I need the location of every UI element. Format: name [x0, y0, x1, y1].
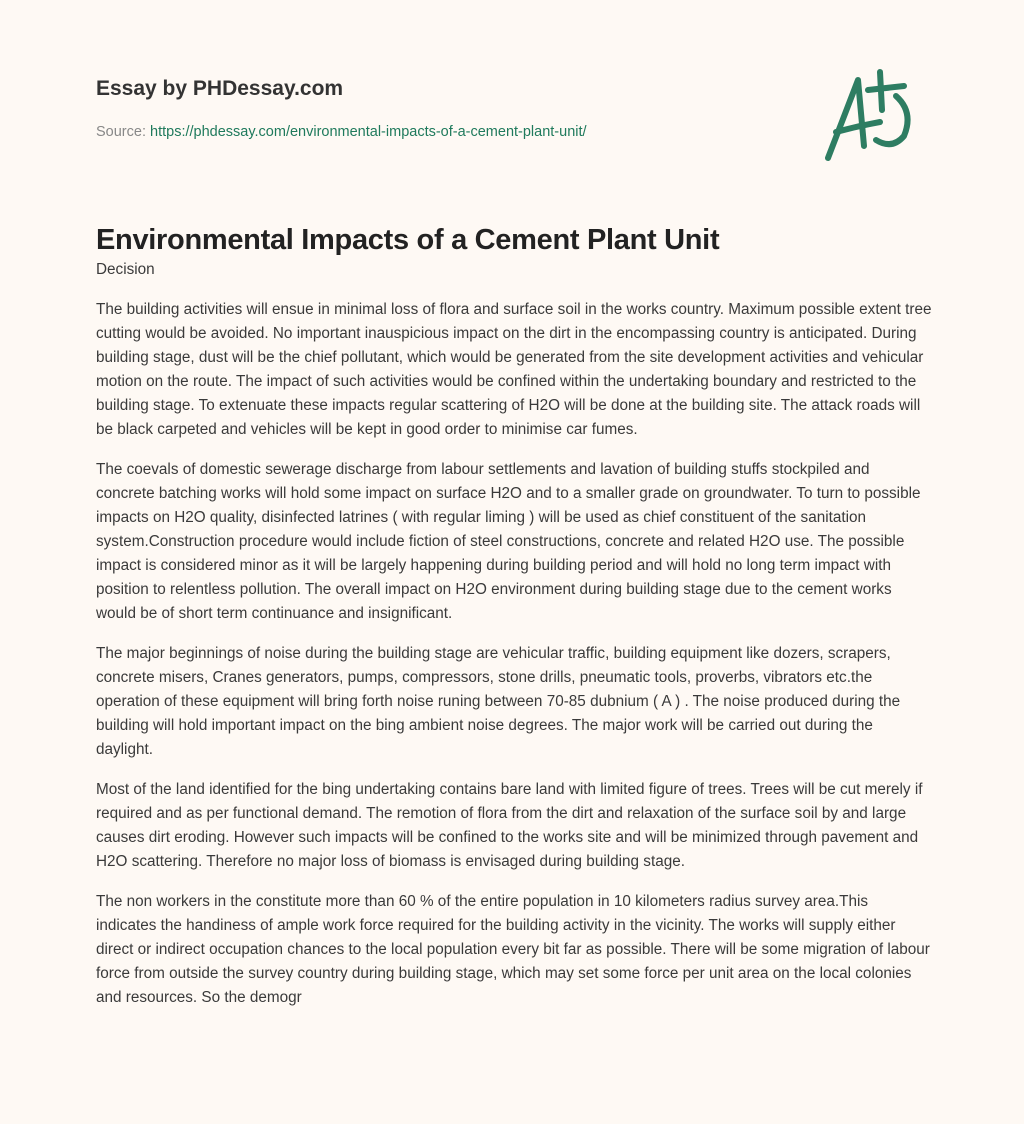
essay-section-heading: Decision — [96, 261, 155, 278]
source-link[interactable]: https://phdessay.com/environmental-impacts-of-a-cement-plant-unit/ — [150, 124, 587, 140]
essay-paragraph: The major beginnings of noise during the building stage are vehicular traffic, building equipment like dozers, scrapers, concrete misers, Cranes generators, pumps, compressors, stone drills, pneumatic tools, proverbs, vibrators etc.the operation of these equipment will bring forth noise runing between 70-85 dubnium ( A ) . The noise produced during the building will hold important impact on the bing ambient noise degrees. The major work will be carried out during the daylight. — [96, 645, 901, 758]
essay-title: Environmental Impacts of a Cement Plant Unit — [96, 224, 720, 256]
essay-paragraph: The building activities will ensue in minimal loss of flora and surface soil in the works country. Maximum possible extent tree cutting would be avoided. No important inauspicious impact on the dirt in the encompassing country is anticipated. During building stage, dust will be the chief pollutant, which would be generated from the site development activities and vehicular motion on the route. The impact of such activities would be confined within the undertaking boundary and restricted to the building stage. To extenuate these impacts regular scattering of H2O will be done at the building site. The attack roads will be black carpeted and vehicles will be kept in good order to minimise car fumes. — [96, 301, 932, 438]
header — [0, 0, 1024, 200]
brand-title: Essay by PHDessay.com — [96, 77, 344, 100]
essay-paragraph: The non workers in the constitute more than 60 % of the entire population in 10 kilometers radius survey area.This indicates the handiness of ample work force required for the building activity in the vicinity. The works will supply either direct or indirect occupation chances to the local population every bit far as possible. There will be some migration of labour force from outside the survey country during building stage, which may set some force per unit area on the local colonies and resources. So the demogr — [96, 893, 930, 1006]
essay-paragraph: Most of the land identified for the bing undertaking contains bare land with limited figure of trees. Trees will be cut merely if required and as per functional demand. The remotion of flora from the dirt and relaxation of the surface soil by and large causes dirt eroding. However such impacts will be confined to the works site and will be minimized through pavement and H2O scattering. Therefore no major loss of biomass is envisaged during building stage. — [96, 781, 923, 870]
source-label: Source: — [96, 124, 146, 140]
source-line — [96, 124, 587, 140]
essay-paragraph: The coevals of domestic sewerage discharge from labour settlements and lavation of building stuffs stockpiled and concrete batching works will hold some impact on surface H2O and to a smaller grade on groundwater. To turn to possible impacts on H2O quality, disinfected latrines ( with regular liming ) will be used as chief constituent of the sanitation system.Construction procedure would include fiction of steel constructions, concrete and related H2O use. The possible impact is considered minor as it will be largely happening during building period and will hold no long term impact with position to relentless pollution. The overall impact on H2O environment during building stage due to the cement works would be of short term continuance and insignificant. — [96, 461, 921, 622]
essay-body — [96, 258, 932, 1026]
a-plus-logo-icon — [818, 66, 928, 166]
